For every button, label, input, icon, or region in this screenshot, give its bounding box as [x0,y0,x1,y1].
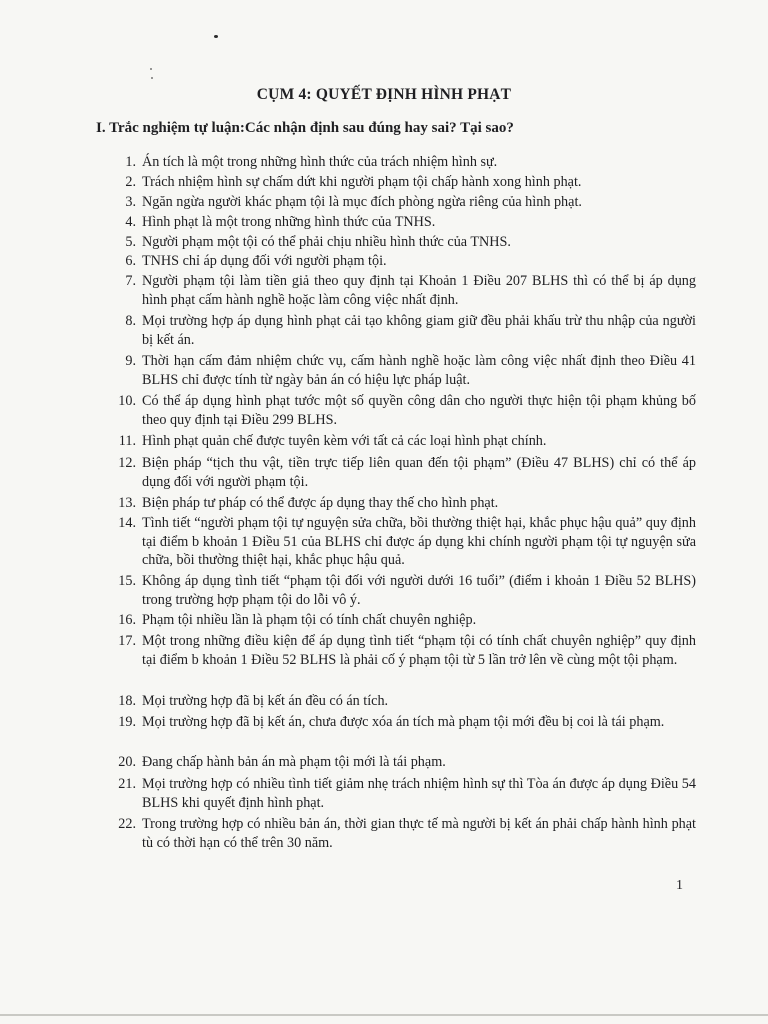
item-number: 11. [118,433,136,449]
list-item [110,713,696,732]
list-item [110,692,696,711]
item-number: 7. [125,273,136,289]
list-item [110,632,696,669]
item-number: 13. [118,495,136,511]
list-item [110,312,696,349]
item-number: 22. [118,816,136,832]
item-text: Tình tiết “người phạm tội tự nguyện sửa chữa, bồi thường thiệt hại, khắc phục hậu quả” quy định tại điểm b khoản 1 Điều 51 của BLHS chỉ được áp dụng khi chính người phạm tội tự nguyện sửa chữa, bồi thường thiệt hại, khắc phục hậu quả. [142,515,696,568]
scan-speck [214,35,218,38]
item-text: Người phạm một tội có thể phải chịu nhiều hình thức của TNHS. [142,234,511,250]
item-number: 3. [125,194,136,210]
item-text: Thời hạn cấm đảm nhiệm chức vụ, cấm hành nghề hoặc làm công việc nhất định theo Điều 41 BLHS chỉ được tính từ ngày bản án có hiệu lực pháp luật. [142,353,696,388]
item-number: 5. [125,234,136,250]
list-item [110,213,696,232]
item-number: 17. [118,633,136,649]
page-number: 1 [676,878,683,893]
item-text: Mọi trường hợp đã bị kết án, chưa được xóa án tích mà phạm tội mới đều bị coi là tái phạm. [142,714,665,730]
item-text: TNHS chỉ áp dụng đối với người phạm tội. [142,253,387,269]
item-number: 18. [118,693,136,709]
item-number: 16. [118,612,136,628]
item-text: Trách nhiệm hình sự chấm dứt khi người phạm tội chấp hành xong hình phạt. [142,174,582,190]
item-text: Mọi trường hợp đã bị kết án đều có án tích. [142,693,389,709]
list-item [110,753,696,772]
item-number: 6. [125,253,136,269]
item-text: Biện pháp tư pháp có thể được áp dụng thay thế cho hình phạt. [142,495,499,511]
list-item [110,611,696,630]
item-number: 21. [118,776,136,792]
item-text: Ngăn ngừa người khác phạm tội là mục đích phòng ngừa riêng của hình phạt. [142,194,582,210]
item-text: Mọi trường hợp áp dụng hình phạt cải tạo không giam giữ đều phải khấu trừ thu nhập của người bị kết án. [142,313,696,348]
item-text: Hình phạt quản chế được tuyên kèm với tất cả các loại hình phạt chính. [142,433,547,449]
list-item [110,572,696,609]
item-number: 20. [118,754,136,770]
list-item [110,392,696,429]
list-item [110,193,696,212]
list-item [110,815,696,852]
item-text: Biện pháp “tịch thu vật, tiền trực tiếp liên quan đến tội phạm” (Điều 47 BLHS) chỉ có thể áp dụng đối với người phạm tội. [142,455,696,490]
item-text: Phạm tội nhiều lần là phạm tội có tính chất chuyên nghiệp. [142,612,477,628]
item-text: Án tích là một trong những hình thức của trách nhiệm hình sự. [142,154,498,170]
item-text: Hình phạt là một trong những hình thức của TNHS. [142,214,436,230]
item-number: 19. [118,714,136,730]
item-text: Trong trường hợp có nhiều bản án, thời gian thực tế mà người bị kết án phải chấp hành hình phạt tù có thời hạn có thể trên 30 năm. [142,816,696,851]
scan-edge [0,1014,768,1016]
item-number: 1. [125,154,136,170]
list-item [110,432,696,451]
item-number: 14. [118,515,136,531]
item-number: 8. [125,313,136,329]
list-item [110,352,696,389]
item-text: Có thể áp dụng hình phạt tước một số quyền công dân cho người thực hiện tội phạm khủng bố theo quy định tại Điều 299 BLHS. [142,393,696,428]
list-item [110,494,696,513]
item-text: Đang chấp hành bản án mà phạm tội mới là tái phạm. [142,754,446,770]
item-number: 4. [125,214,136,230]
list-item [110,454,696,491]
list-item [110,233,696,252]
list-item [110,514,696,570]
list-item [110,252,696,271]
item-text: Không áp dụng tình tiết “phạm tội đối với người dưới 16 tuổi” (điểm i khoản 1 Điều 52 BLHS) trong trường hợp phạm tội do lỗi vô ý. [142,573,696,608]
list-item [110,775,696,812]
scan-speck [151,77,153,79]
item-text: Người phạm tội làm tiền giả theo quy định tại Khoản 1 Điều 207 BLHS thì có thể bị áp dụng hình phạt cấm hành nghề hoặc làm công việc nhất định. [142,273,696,308]
item-text: Mọi trường hợp có nhiều tình tiết giảm nhẹ trách nhiệm hình sự thì Tòa án được áp dụng Điều 54 BLHS khi quyết định hình phạt. [142,776,696,811]
item-number: 12. [118,455,136,471]
item-number: 9. [125,353,136,369]
list-item [110,153,696,172]
document-title: CỤM 4: QUYẾT ĐỊNH HÌNH PHẠT [256,86,512,103]
list-item [110,173,696,192]
list-item [110,272,696,309]
item-number: 10. [118,393,136,409]
item-text: Một trong những điều kiện để áp dụng tình tiết “phạm tội có tính chất chuyên nghiệp” quy định tại điểm b khoản 1 Điều 52 BLHS là phải cố ý phạm tội từ 5 lần trở lên về cùng một tội phạm. [142,633,696,668]
item-number: 15. [118,573,136,589]
scan-speck [150,68,152,70]
section-heading: I. Trắc nghiệm tự luận:Các nhận định sau đúng hay sai? Tại sao? [96,120,514,136]
item-number: 2. [125,174,136,190]
